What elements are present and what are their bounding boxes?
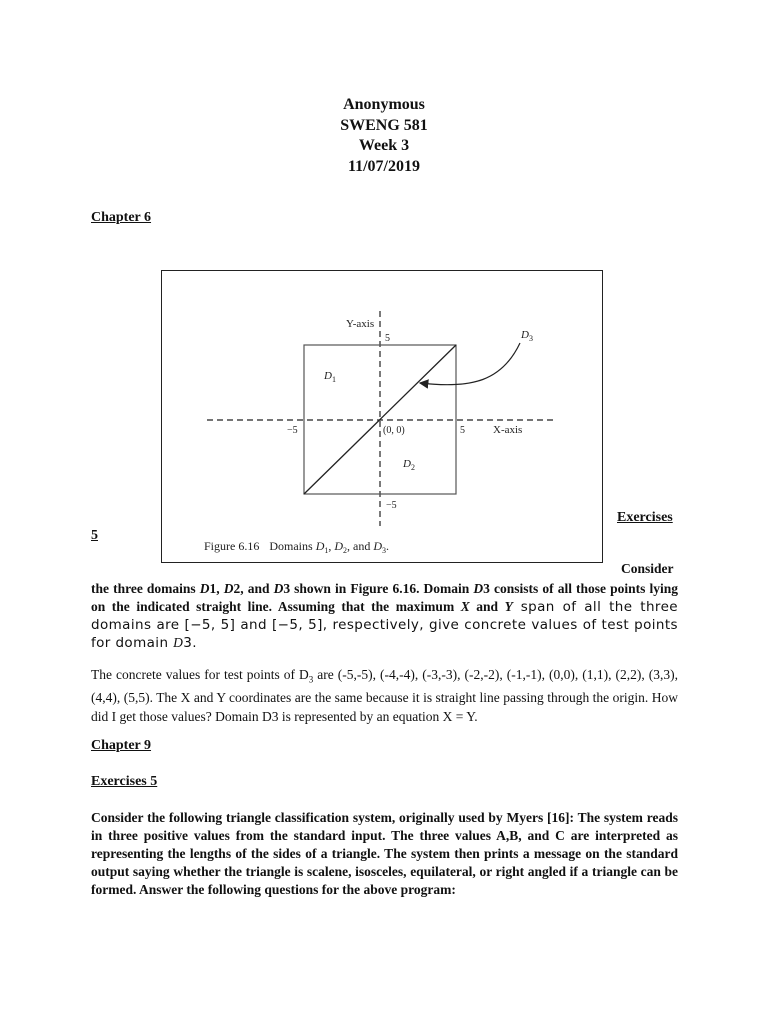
exercise-number: 5: [91, 528, 98, 543]
chapter9-question: Consider the following triangle classification system, originally used by Myers [16]: The system reads in three positive values from the standard input. The three values A,B, and C are interpreted as representing the lengths of the sides of a triangle. The system then prints a message on the standard output saying whether the triangle is scalene, isosceles, equilateral, or right angled if a triangle can be formed. Answer the following questions for the above program:: [91, 810, 678, 897]
d3-pointer-arrow: [420, 343, 520, 385]
tick-y-positive: 5: [385, 333, 390, 344]
chapter6-heading: Chapter 6: [91, 210, 152, 225]
tick-y-negative: −5: [386, 500, 397, 511]
chapter9-exercises: Exercises 5: [91, 774, 158, 789]
course-code: SWENG 581: [340, 116, 428, 134]
figure-caption: Figure 6.16 Domains $D_1$, $D_2$, and $D_3$.: [204, 539, 390, 555]
week-label: Week 3: [358, 137, 410, 154]
tick-x-positive: 5: [460, 425, 465, 436]
d3-label: $D_3$: [521, 329, 533, 343]
chapter6-question: the three domains D1, D2, and D3 shown in Figure 6.16. Domain D3 consists of all those points lying on the indicated straight line. Assuming that the maximum X and Y span of all the three domains are [−5, 5] and [−5, 5], respectively, give concrete values of test points for domain D3.: [91, 581, 679, 651]
domain-diagram: [162, 271, 604, 564]
exercises-label: Exercises: [617, 510, 673, 525]
figure-6-16: [161, 270, 603, 563]
origin-label: (0, 0): [383, 425, 405, 436]
author-name: Anonymous: [343, 96, 425, 113]
chapter6-answer: The concrete values for test points of $D_3$ are (-5,-5), (-4,-4), (-3,-3), (-2,-2), (-1,-1), (0,0), (1,1), (2,2), (3,3), (4,4), (5,5). The X and Y coordinates are the same because it is straight line passing through the origin. How did I get those values? Domain D3 is represented by an equation X = Y.: [91, 667, 678, 724]
x-axis-label: X-axis: [493, 424, 523, 436]
document-date: 11/07/2019: [347, 157, 420, 175]
y-axis-label: Y-axis: [346, 318, 375, 330]
tick-x-negative: −5: [287, 425, 298, 436]
d1-label: $D_1$: [324, 370, 336, 384]
document-header: [0, 95, 768, 177]
consider-word: Consider: [621, 561, 674, 576]
d2-label: $D_2$: [403, 458, 415, 472]
chapter9-heading: Chapter 9: [91, 738, 152, 753]
